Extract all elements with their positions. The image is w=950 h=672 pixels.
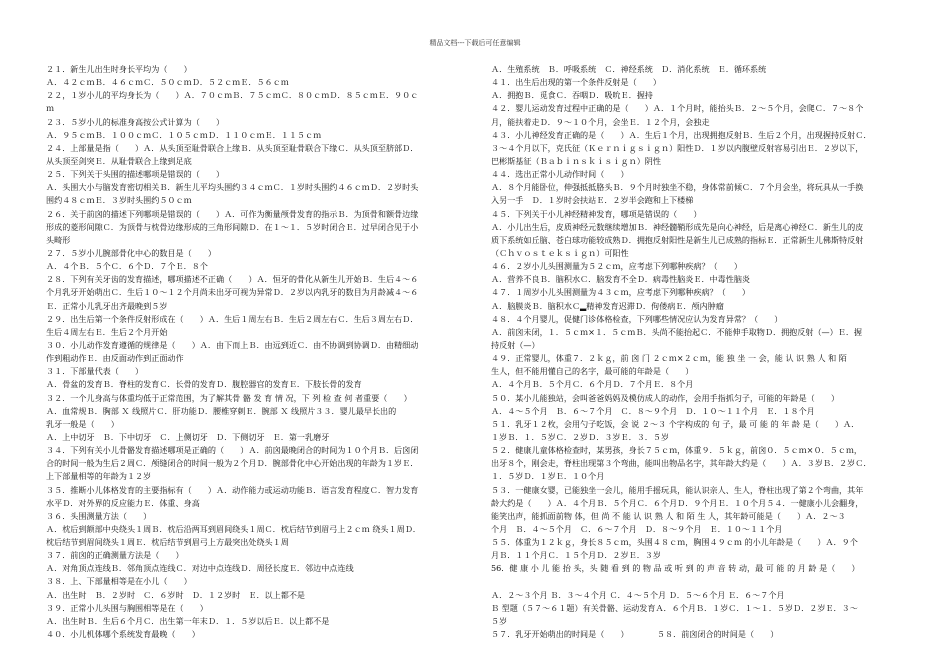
text-line: Ａ．９５ｃｍＢ．１００ｃｍＣ．１０５ｃｍＤ．１１０ｃｍＥ．１１５ｃｍ	[46, 129, 322, 140]
text-line: 56．健 康 小 儿 能 抬 头，头 随 看 到 的 物 品 或 听 到 的 声 音 转 动，最 可 能 的 月 龄 是（ ）	[491, 563, 860, 574]
text-line: Ａ．上中切牙 Ｂ．下中切牙 Ｃ．上侧切牙 Ｄ．下侧切牙 Ｅ．第一乳磨牙	[46, 431, 330, 442]
text-line: ３０．小儿动作发育遵循的规律是（ ）Ａ．由下而上Ｂ．由远到近Ｃ．由不协调到协调Ｄ．由精细动	[46, 339, 419, 350]
text-line: 围约４８ｃｍＥ．３岁时头围约５０ｃｍ	[46, 195, 192, 206]
text-line: 作到粗动作Ｅ．由反面动作到正面动作	[46, 353, 184, 364]
text-line: Ａ．脑膜炎Ｂ．脑积水Ｃ▂精神发育迟滞Ｄ．佝偻病Ｅ．颅内肿瘤	[491, 300, 724, 311]
text-line: Ａ．枕后到额部中央绕头１周Ｂ．枕后沿两耳到眉间绕头１周Ｃ．枕后结节到眉弓上２ｃｍ 绕头１周Ｄ．	[46, 523, 421, 534]
text-line: ４３．小儿神经发育正确的是（ ）Ａ．生后１个月，出现拥抱反射Ｂ．生后２个月，出现握持反射Ｃ．	[491, 129, 872, 140]
text-line: Ａ．营养不良Ｂ．脑积水Ｃ．脑发育不全Ｄ．病毒性脑炎Ｅ．中毒性脑炎	[491, 274, 751, 285]
text-line: Ａ．４～５个月 Ｂ．６～７个月 Ｃ．８～９个月 Ｄ．１０～１１个月 Ｅ．１８个月	[491, 405, 815, 416]
text-line: 能笑出声，能抓面前物 体，但 尚 不 能 认 识 熟 人 和 陌 生 人，其年龄可能是（ ）Ａ．２～３	[491, 510, 846, 521]
text-line: ３５．推断小儿体格发育的主要指标有（ ）Ａ．动作能力或运动功能Ｂ．语言发育程度Ｃ．智力发育	[46, 484, 419, 495]
text-line: （Ｃｈｖｏｓｔｅｋｓｉｇｎ）可阳性	[491, 247, 629, 258]
text-line: 头畸形	[46, 234, 71, 245]
text-line: Ａ．８个月能卧位，伸强抵抵胳头Ｂ．９个月时独坐不稳，身体常前倾Ｃ．７个月会坐，将玩具从一手换	[491, 182, 864, 193]
text-line: ２７．５岁小儿腕部骨化中心的数目是（ ）	[46, 247, 216, 258]
text-line: Ａ．出生时Ｂ．生后６个月Ｃ．出生第一年末Ｄ．１．５岁以后Ｅ．以上都不是	[46, 615, 330, 626]
text-line: ２６．关于前囟的描述下列哪项是错误的（ ）Ａ．可作为衡量颅骨发育的指示Ｂ．为顶骨和额骨边缘	[46, 208, 419, 219]
text-line: 月Ｂ．１１个月Ｃ．１５个月Ｄ．２岁Ｅ．３岁	[491, 550, 661, 561]
text-line: 巴彬斯基征（Ｂａｂｉｎｓｋｉｓｉｇｎ）阴性	[491, 155, 661, 166]
text-line: ３～４个月以下，克氏征（Ｋｅｒｎｉｇｓｉｇｎ）阳性Ｄ．１岁以内腹壁反射容易引出Ｅ．２岁以下，	[491, 142, 864, 153]
text-line: ５５．体重为１２ｋｇ，身长８５ｃｍ，头围４８ｃｍ，胸围４９ｃｍ 的小儿年龄是（ ）Ａ．９个	[491, 537, 858, 548]
text-line: ５２．健康儿童体格检查时，某男孩，身长７５ｃｍ，体重９．５ｋｇ，前囟０．５ｃｍ×０．５ｃｍ，	[491, 445, 863, 456]
text-line: ３４．下列有关小儿骨骼发育描述哪项是正确的（ ）Ａ．前囟最晚闭合的时间为１０个月Ｂ．后囟闭	[46, 445, 419, 456]
text-line: １．５岁Ｄ．１岁Ｅ．１０个月	[491, 471, 605, 482]
text-line: ４７．１周岁小儿头围测量为４３ｃｍ，应考虑下列哪种疾病？（ ）	[491, 287, 751, 298]
text-line: 水平Ｄ．对外界的反应能力Ｅ．体重、身高	[46, 497, 200, 508]
text-line: 持反射（—）	[491, 339, 540, 350]
text-line: Ａ．血常规Ｂ．胸部 Ｘ 线照片Ｃ．肝功能Ｄ．腰椎穿刺Ｅ．腕部 Ｘ 线照片３３．婴儿最早长出的	[46, 405, 397, 416]
text-line: 上下部量相等的年龄为１２岁	[46, 471, 152, 482]
text-line: 枕后结节到眉间绕头１周Ｅ．枕后结节到眉弓上方最突出处绕头１周	[46, 537, 289, 548]
right-column	[491, 63, 909, 641]
text-line: ３７．前囟的正确测量方法是（ ）	[46, 550, 184, 561]
page-header: 精品文档---下载后可任意编辑	[429, 39, 521, 47]
text-line: １岁Ｂ．１．５岁Ｃ．２岁Ｄ．３岁Ｅ．３．５岁	[491, 431, 670, 442]
text-line: Ａ．４２ｃｍＢ．４６ｃｍＣ．５０ｃｍＤ．５２ｃｍＥ．５６ｃｍ	[46, 77, 289, 88]
text-line: 生人，但不能用懂自己的名字，最可能的年龄是（ ）	[491, 366, 694, 377]
text-line: ５岁	[491, 615, 508, 626]
text-line: Ａ．头围大小与脑发育密切相关Ｂ．新生儿平均头围约３４ｃｍＣ．１岁时头围约４６ｃｍＤ．２岁时头	[46, 182, 419, 193]
text-line: ４８．４个月婴儿，促健门诊体格检查，下列哪些情况应认为发育异常？（ ）	[491, 313, 783, 324]
text-line: ３８．上、下部量相等是在小儿（ ）	[46, 576, 192, 587]
text-line: Ａ．２～３个月 Ｂ．３～４个月 Ｃ．４～５个月 Ｄ．５～６个月 Ｅ．６～７个月	[491, 589, 785, 600]
text-line: 月，能扶着走Ｄ．９～１０个月，会坐Ｅ．１２个月，会独走	[491, 116, 710, 127]
text-line: ｍ	[46, 103, 55, 114]
text-line: Ａ．出生时 Ｂ．２岁时 Ｃ．６岁时 Ｄ．１２岁时 Ｅ．以上都不是	[46, 589, 306, 600]
text-line: Ａ．前囟未闭，１．５ｃｍ×１．５ｃｍＢ．头尚不能抬起Ｃ．不能伸手取物Ｄ．拥抱反射（—）Ｅ．握	[491, 326, 863, 337]
text-line: ５０．某小儿能独站，会叫爸爸妈妈及模仿成人的动作，会用手指抓匀子，可能的年龄是（ ）	[491, 392, 840, 403]
text-line: 乳牙一般是（ ）	[46, 418, 119, 429]
text-line: ４６．２岁小儿头围测量为５２ｃｍ，应考虑下列哪种疾病？（ ）	[491, 261, 742, 272]
text-line: ４２．婴儿运动发育过程中正确的是（ ）Ａ．１个月时，能抬头Ｂ．２～５个月，会爬Ｃ．７～８个	[491, 103, 864, 114]
text-line	[491, 575, 909, 588]
text-line: ５７．乳牙开始萌出的时间是（ ） ５８．前囟闭合的时间是（ ）	[491, 629, 779, 640]
text-line: 合的时间一般为生后２周Ｃ．颅缝闭合的时间一般为２个月Ｄ．腕部骨化中心开始出现的年龄为１岁Ｅ．	[46, 458, 419, 469]
text-line: ４１．出生后出现的第一个条件反射是（ ）	[491, 77, 661, 88]
text-line: ５１．乳牙１２枚，会用勺子吃饭，会 说 ２～３ 个字构成的 句 子，最 可 能 的 年 龄 是（ ）Ａ．	[491, 418, 860, 429]
text-line: ４５．下列关于小儿神经精神发育，哪项是错误的（ ）	[491, 208, 702, 219]
text-line: Ａ．骨盆的发育Ｂ．脊柱的发育Ｃ．长骨的发育Ｄ．腹腔器官的发育Ｅ．下肢长骨的发育	[46, 379, 362, 390]
text-line: Ｅ．正常小儿乳牙出齐最晚到５岁	[46, 300, 168, 311]
text-line: Ａ．生殖系统 Ｂ．呼吸系统 Ｃ．神经系统 Ｄ．消化系统 Ｅ．循环系统	[491, 64, 767, 74]
text-line: ２８．下列有关牙齿的发育描述，哪项描述不正确（ ）Ａ．恒牙的骨化从新生儿开始Ｂ．生后４～６	[46, 274, 419, 285]
text-line: 个月乳牙开始萌出Ｃ．生后１０～１２个月尚未出牙可视为异常Ｄ．２岁以内乳牙的数目为月龄减４～６	[46, 287, 419, 298]
text-line: 质下系统如丘脑、苍白球功能较成熟Ｄ．拥抱反射阳性是新生儿已成熟的指标Ｅ．正常新生儿佛斯特反射	[491, 234, 864, 245]
text-line: ３１．下部量代表（ ）	[46, 366, 144, 377]
text-line: Ａ．４个月Ｂ．５个月Ｃ．６个月Ｄ．７个月Ｅ．８个月	[491, 379, 694, 390]
left-column	[46, 63, 466, 641]
text-line: ５３．一健康女婴，已能独坐一会儿，能用手摇玩具，能认识亲人、生人，脊柱出现了第２个弯曲，其年	[491, 484, 864, 495]
text-line: ２３．５岁小儿的标准身高按公式计算为（ ）	[46, 116, 225, 127]
text-line: ２９．出生后第一个条件反射形成在（ ）Ａ．生后１周左右Ｂ．生后２周左右Ｃ．生后３周左右Ｄ．	[46, 313, 419, 324]
text-line: Ａ．对角顶点连线Ｂ．邻角顶点连线Ｃ．对边中点连线Ｄ．周径长度Ｅ．邻边中点连线	[46, 563, 354, 574]
text-line: Ａ．４个Ｂ．５个Ｃ．６个Ｄ．７个Ｅ．８个	[46, 261, 208, 272]
text-line: 生后４周左右Ｅ．生后２个月开始	[46, 326, 168, 337]
text-line: 从头顶至剑突Ｅ．从耻骨联合上缘到足底	[46, 155, 192, 166]
text-line: ４９．正常婴儿，体重７．２ｋｇ，前 囟 门 ２ｃｍ×２ｃｍ，能 独 坐 一 会，能 认 识 熟 人 和 陌	[491, 353, 847, 364]
text-line: ２５．下列关于头围的描述哪项是错误的（ ）	[46, 169, 225, 180]
text-line: 龄大约是（ ）Ａ．４个月Ｂ．５个月Ｃ．６个月Ｄ．９个月Ｅ．１０个月５４．一健康小儿会翻身，	[491, 497, 864, 508]
text-line: ４０．小儿机体哪个系统发育最晚（ ）	[46, 629, 200, 640]
text-line: ３９．正常小儿头围与胸围相等是在（ ）	[46, 602, 208, 613]
text-line: ２４．上部量是指（ ）Ａ．从头顶至耻骨联合上缘Ｂ．从头顶至耻骨联合下缘Ｃ．从头顶至脐部Ｄ．	[46, 142, 419, 153]
text-line: 个月 Ｂ．４～５个月 Ｃ．６～７个月 Ｄ．８～９个月 Ｅ．１０～１１个月	[491, 523, 783, 534]
text-line: ２１．新生儿出生时身长平均为（ ）	[46, 64, 192, 74]
text-line: 入另一手 Ｄ．１岁时会扶站Ｅ．２岁半会跑和上下楼梯	[491, 195, 694, 206]
text-line: Ａ．小儿出生后，皮质神经元数继续增加Ｂ．神经髓鞘形成先是向心神经，后是离心神经Ｃ．新生儿的皮	[491, 221, 864, 232]
text-line: Ａ．拥抱Ｂ．觅食Ｃ．吞咽Ｄ．吸吮Ｅ．握持	[491, 90, 653, 101]
text-line: ４４．选出正常小儿动作时间（ ）	[491, 169, 629, 180]
text-line: 形成的菱形间隙Ｃ．为顶骨与枕骨边缘形成的三角形间隙Ｄ．在１～１．５岁时闭合Ｅ．过早闭合见于小	[46, 221, 419, 232]
text-line: ３２．一个儿身高与体重均低于正常范围，为了解其骨 骼 发 育 情 况，下 列 检 查 何 者重要（ ）	[46, 392, 412, 403]
text-line: Ｂ 型题（５７～６１题）有关骨骼、运动发育Ａ．６个月Ｂ．１岁Ｃ．１～１．５岁Ｄ．２岁Ｅ．３～	[491, 602, 858, 613]
text-line: ２２，１岁小儿的平均身长为（ ）Ａ．７０ｃｍＢ．７５ｃｍＣ．８０ｃｍＤ．８５ｃｍＥ．９０ｃ	[46, 90, 419, 101]
text-line: 出牙８个，刚会走，脊柱出现第３个弯曲，能叫出物品名字，其年龄大约是（ ）Ａ．３岁Ｂ．２岁Ｃ．	[491, 458, 872, 469]
text-line: ３６．头围测量方法（ ）	[46, 510, 152, 521]
